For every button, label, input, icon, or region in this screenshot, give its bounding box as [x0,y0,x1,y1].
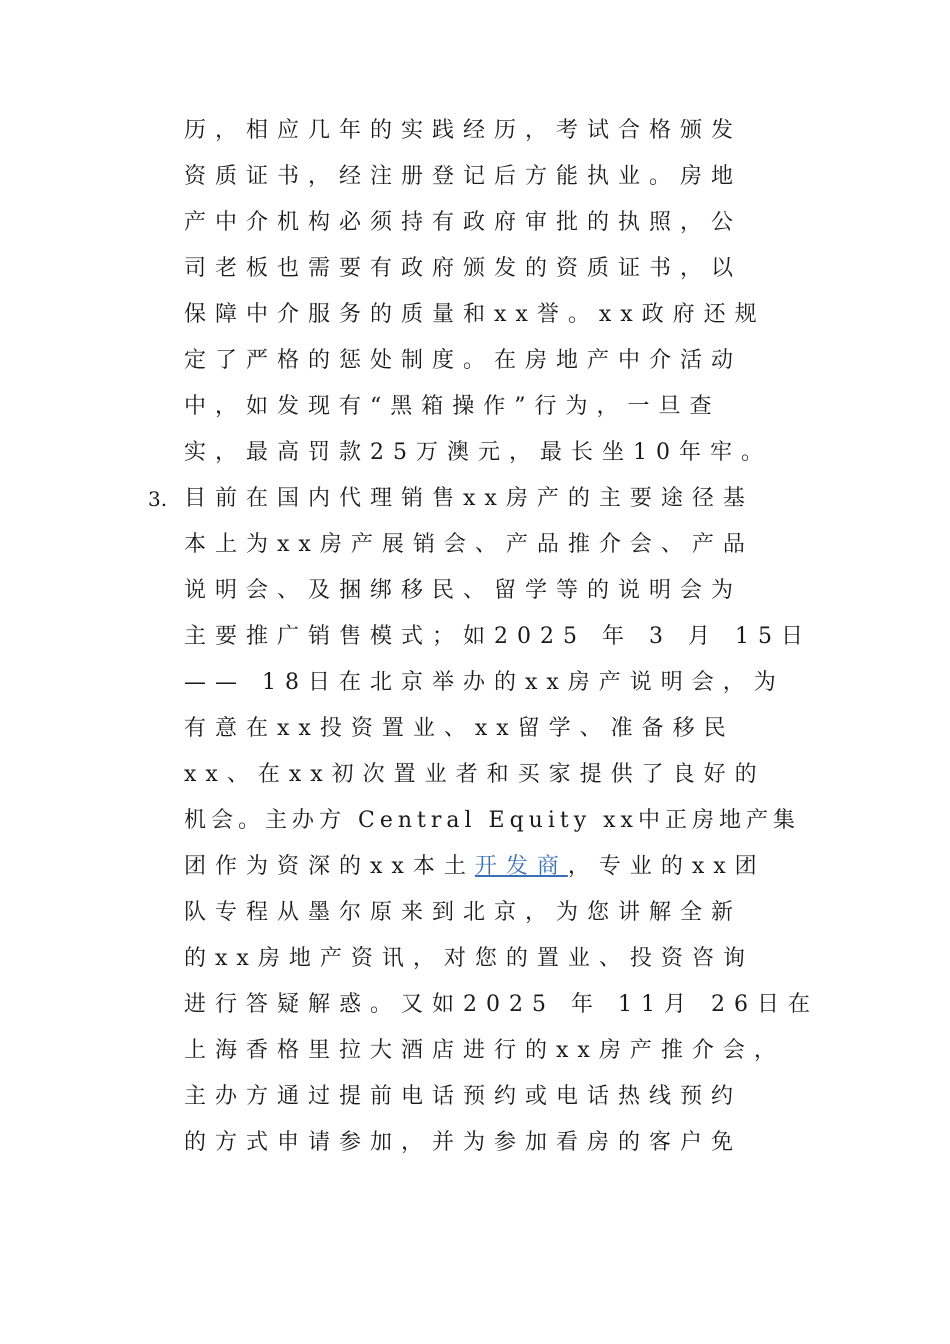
text-line: 本上为xx房产展销会、产品推介会、产品 [184,532,754,557]
text-line: 实，最高罚款25万澳元，最长坐10年牢。 [184,440,772,465]
text-line: xx、在xx初次置业者和买家提供了良好的 [184,762,766,787]
list-item-number: 3. [148,487,168,511]
text-line: 主要推广销售模式；如2025 年 3 月 15日 [184,624,812,649]
text-segment: ，专业的xx团 [567,854,766,879]
text-line-with-link [184,844,804,890]
text-line: 司老板也需要有政府颁发的资质证书，以 [184,256,743,281]
text-line: 资质证书，经注册登记后方能执业。房地 [184,164,743,189]
text-line: 保障中介服务的质量和xx誉。xx政府还规 [184,302,766,327]
text-line: 历，相应几年的实践经历，考试合格颁发 [184,118,743,143]
text-line: 的方式申请参加，并为参加看房的客户免 [184,1130,743,1155]
developer-link[interactable]: 开发商 [474,854,568,879]
text-line: 主办方通过提前电话预约或电话热线预约 [184,1084,743,1109]
text-segment: 团作为资深的xx本土 [184,854,475,879]
text-line: 的xx房地产资讯，对您的置业、投资咨询 [184,946,754,971]
text-line: 机会。主办方 Central Equity xx中正房地产集 [184,808,800,833]
text-line: 队专程从墨尔原来到北京，为您讲解全新 [184,900,743,925]
text-line: 说明会、及捆绑移民、留学等的说明会为 [184,578,743,603]
text-line: 上海香格里拉大酒店进行的xx房产推介会， [184,1038,785,1063]
text-line: —— 18日在北京举办的xx房产说明会，为 [184,670,785,695]
text-line: 产中介机构必须持有政府审批的执照，公 [184,210,743,235]
text-line: 进行答疑解惑。又如2025 年 11月 26日在 [184,992,819,1017]
text-line: 有意在xx投资置业、xx留学、准备移民 [184,716,735,741]
text-line: 定了严格的惩处制度。在房地产中介活动 [184,348,743,373]
text-line: 目前在国内代理销售xx房产的主要途径基 [184,486,754,511]
text-line: 中，如发现有“黑箱操作”行为，一旦查 [184,394,721,419]
